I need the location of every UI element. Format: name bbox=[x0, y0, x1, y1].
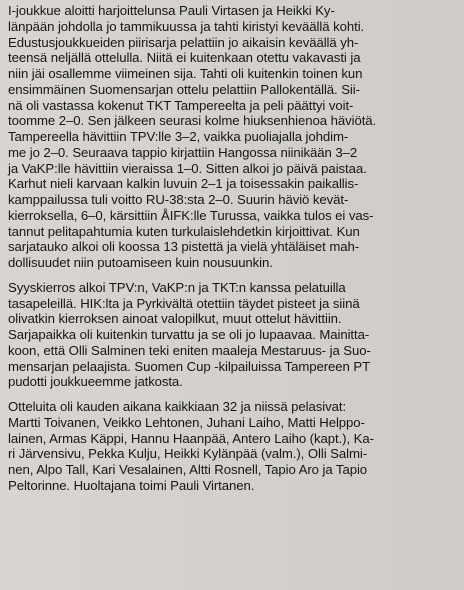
text-line: I-joukkue aloitti harjoittelunsa Pauli Virtasen ja Heikki Ky- bbox=[8, 3, 335, 18]
text-line: niin jäi osallemme viimeinen sija. Tahti oli kuitenkin toinen kun bbox=[8, 66, 363, 81]
text-line: Syyskierros alkoi TPV:n, VaKP:n ja TKT:n kanssa pelatuilla bbox=[8, 279, 346, 295]
text-line: kierroksella, 6–0, kärsittiin ÅIFK:lle Turussa, vaikka tulos ei vas- bbox=[8, 207, 374, 223]
text-line: koon, että Olli Salminen teki eniten maaleja Mestaruus- ja Suo- bbox=[8, 342, 371, 358]
paragraph-spring-season bbox=[8, 3, 464, 271]
text-line: sarjatauko alkoi oli koossa 13 pistettä ja vielä yhtäläiset mah- bbox=[8, 239, 360, 255]
text-line: Edustusjoukkueiden piirisarja pelattiin jo aikaisin keväällä yh- bbox=[8, 34, 359, 50]
text-line: kamppailussa tuli voitto RU-38:sta 2–0. Suurin häviö kevät- bbox=[8, 192, 349, 207]
text-line: tasapeleillä. HIK:lta ja Pyrkivältä otettiin täydet pisteet ja siinä bbox=[8, 295, 360, 311]
text-line: tannut pelitapahtumia kuten turkulaislehdetkin kirjoittivat. Kun bbox=[8, 223, 360, 239]
text-line: Otteluita oli kauden aikana kaikkiaan 32 ja niissä pelasivat: bbox=[8, 399, 347, 414]
text-line: Martti Toivanen, Veikko Lehtonen, Juhani Laiho, Matti Helppo- bbox=[8, 414, 365, 430]
text-line: pudotti joukkueemme jatkosta. bbox=[8, 374, 183, 390]
paragraph-players bbox=[8, 399, 464, 494]
text-line: ri Järvensivu, Pekka Kulju, Heikki Kylänpää (valm.), Olli Salmi- bbox=[8, 446, 368, 462]
text-line: nen, Alpo Tall, Kari Vesalainen, Altti Rosnell, Tapio Aro ja Tapio bbox=[8, 462, 368, 477]
text-line: dollisuudet niin putoamiseen kuin nousuunkin. bbox=[8, 255, 273, 270]
text-line: me jo 2–0. Seuraava tappio kirjattiin Hangossa niinikään 3–2 bbox=[8, 144, 358, 160]
text-line: Sarjapaikka oli kuitenkin turvattu ja se oli jo lupaavaa. Mainitta- bbox=[8, 327, 370, 342]
text-line: Peltorinne. Huoltajana toimi Pauli Virtanen. bbox=[8, 477, 255, 493]
text-line: ja VaKP:lle hävittiin vieraissa 1–0. Sitten alkoi jo päivä paistaa. bbox=[8, 160, 367, 176]
paragraph-autumn-season bbox=[8, 280, 464, 390]
text-line: olivatkin kierroksen ainoat valopilkut, muut ottelut hävittiin. bbox=[8, 311, 342, 327]
text-line: Tampereella hävittiin TPV:lle 3–2, vaikka puoliajalla johdim- bbox=[8, 129, 349, 144]
text-line: toomme 2–0. Sen jälkeen seurasi kolme hiuksenhienoa häviötä. bbox=[8, 113, 377, 129]
text-line: länpään johdolla jo tammikuussa ja tahti kiristyi keväällä kohti. bbox=[8, 18, 365, 34]
text-line: Karhut nieli karvaan kalkin luvuin 2–1 ja toisessakin paikallis- bbox=[8, 176, 359, 192]
text-line: teensä neljällä ottelulla. Niitä ei kuitenkaan otettu vakavasti ja bbox=[8, 50, 361, 66]
text-line: nä oli vastassa kokenut TKT Tampereelta ja peli päättyi voit- bbox=[8, 97, 354, 113]
text-line: ensimmäinen Suomensarjan ottelu pelattiin Pallokentällä. Sii- bbox=[8, 81, 360, 97]
text-line: lainen, Armas Käppi, Hannu Haanpää, Antero Laiho (kapt.), Ka- bbox=[8, 430, 374, 446]
text-line: mensarjan pelaajista. Suomen Cup -kilpailuissa Tampereen PT bbox=[8, 358, 371, 374]
